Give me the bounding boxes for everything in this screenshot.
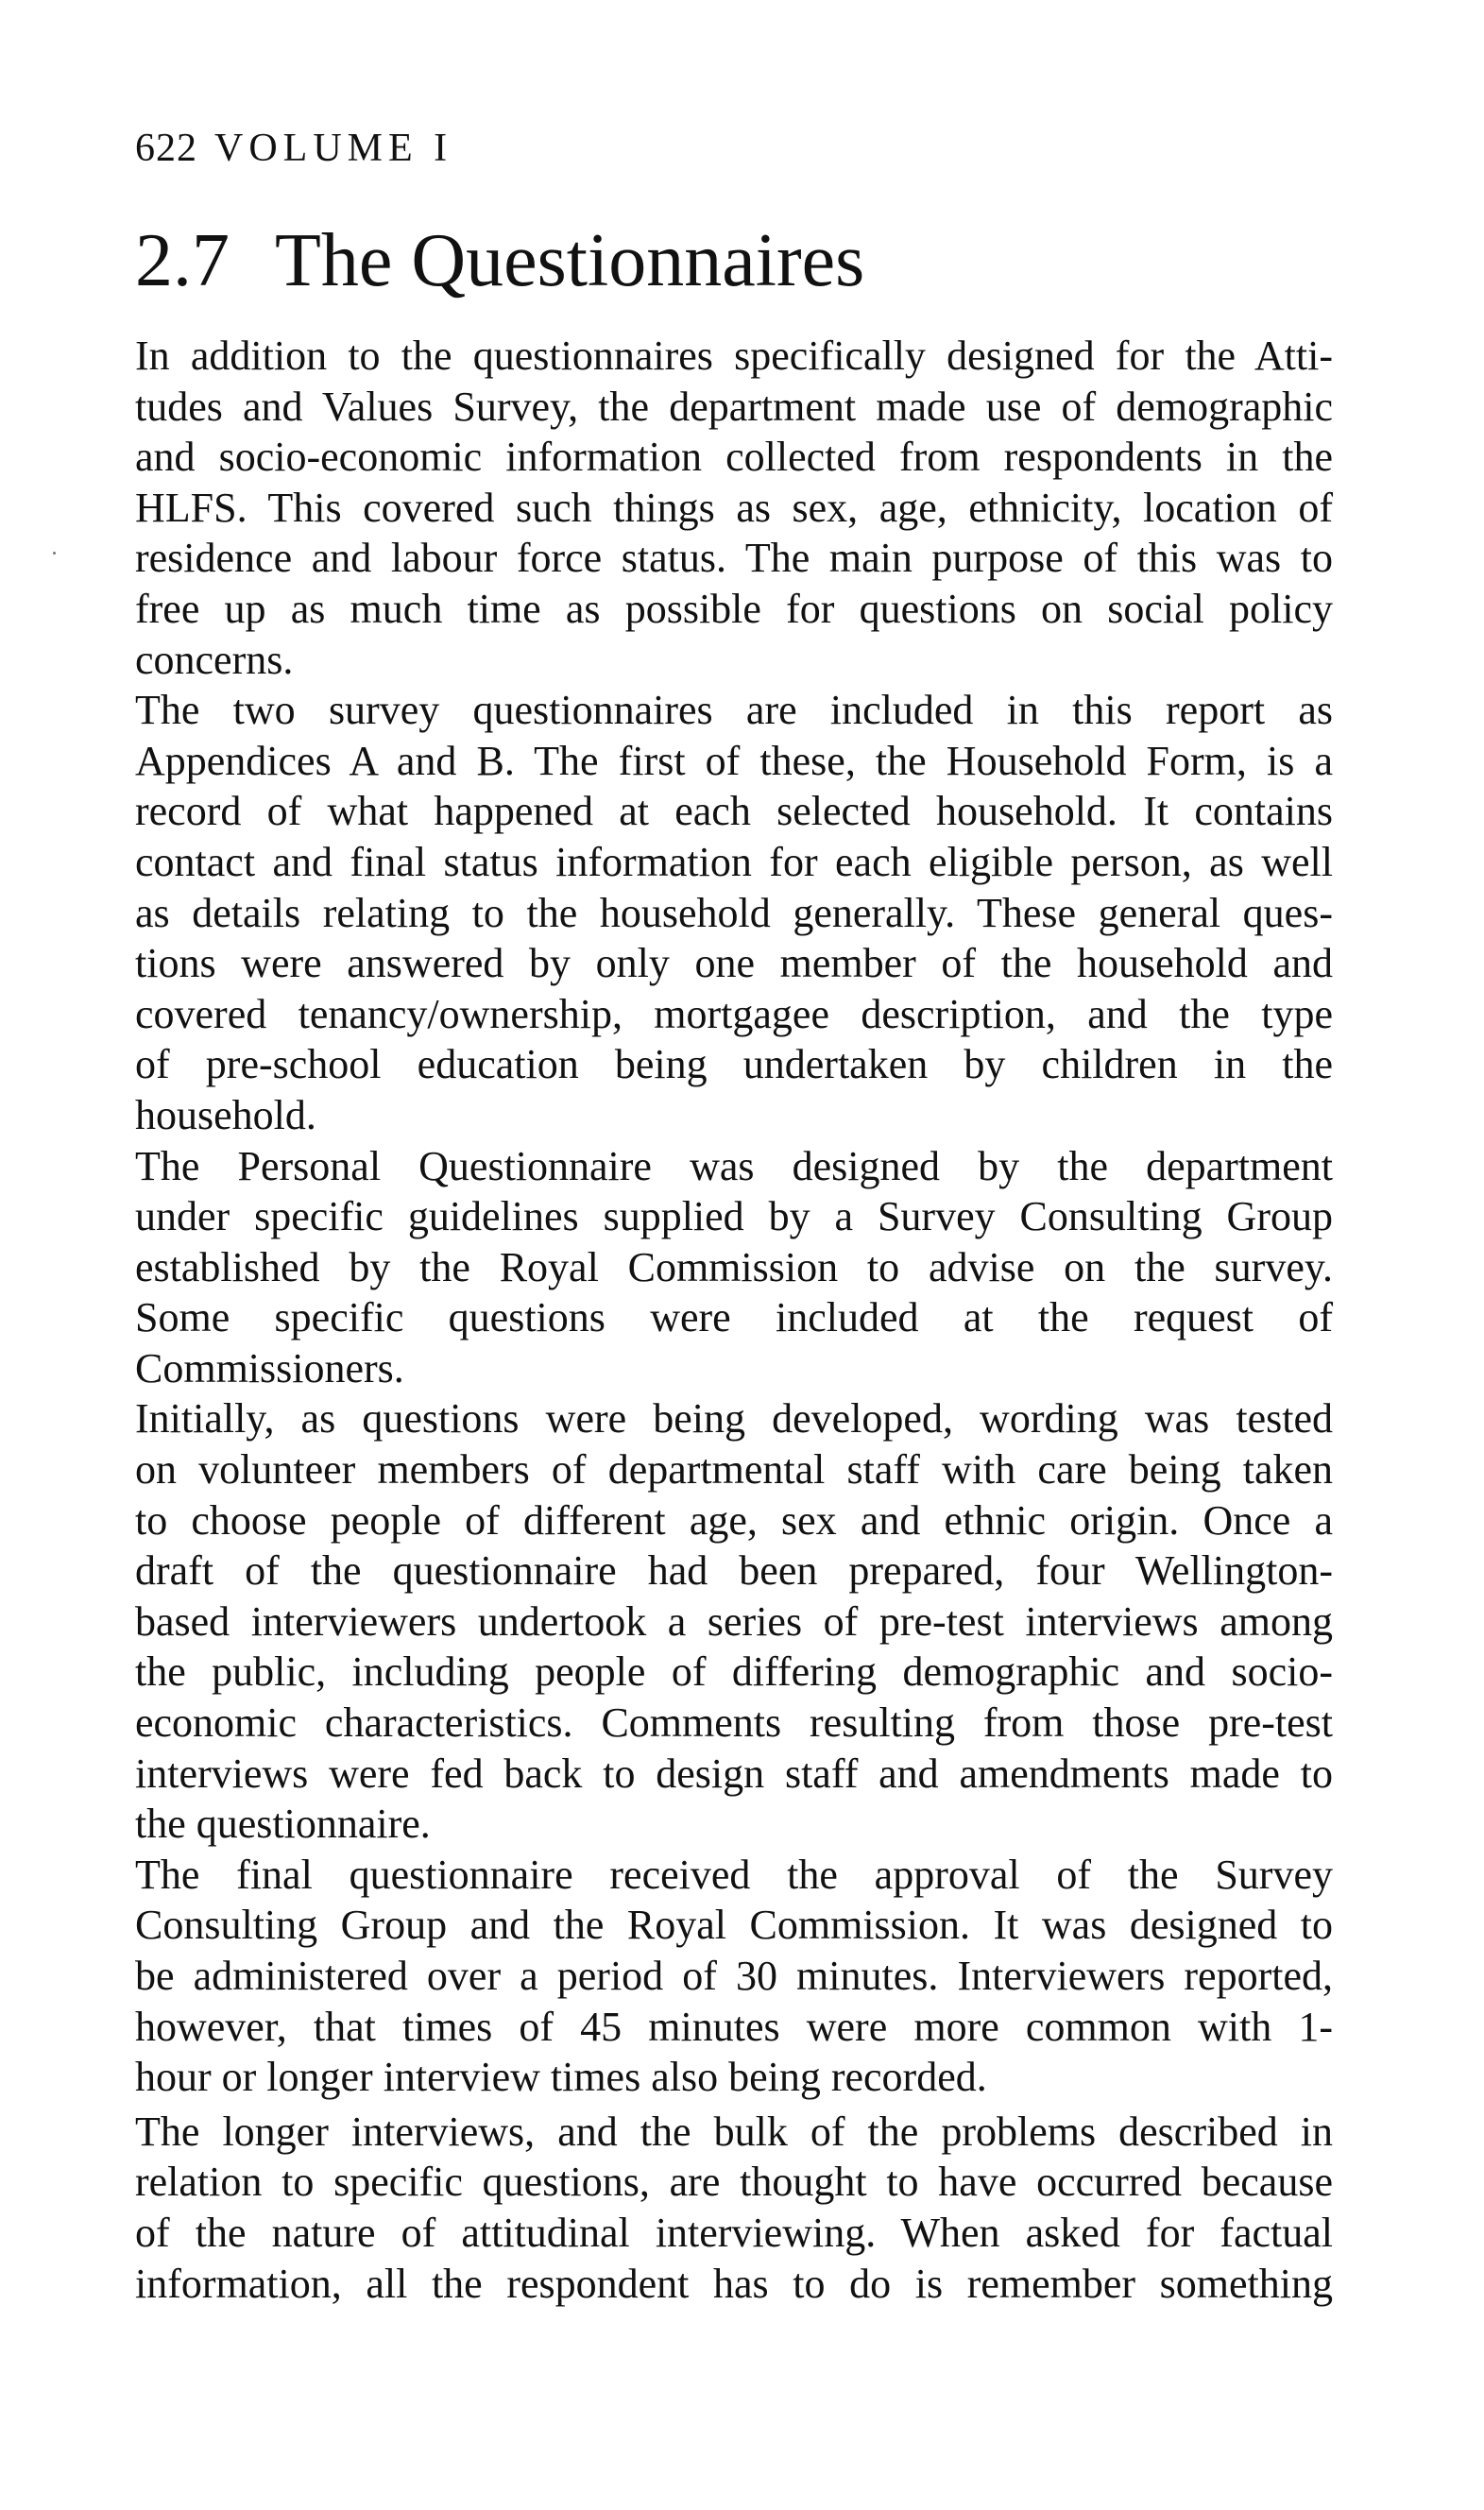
text-line: concerns. — [135, 636, 294, 683]
text-line: The Personal Questionnaire was designed by the department — [135, 1142, 1333, 1189]
page-number: 622 — [135, 127, 197, 170]
text-line: household. — [135, 1091, 316, 1138]
text-line: information, all the respondent has to do is remember something — [135, 2260, 1333, 2307]
text-line: residence and labour force status. The main purpose of this was to — [135, 535, 1333, 582]
text-line: on volunteer members of departmental staff with care being taken — [135, 1446, 1333, 1494]
text-line: to choose people of different age, sex and ethnic origin. Once a — [135, 1496, 1333, 1544]
text-line: under specific guidelines supplied by a Survey Consulting Group — [135, 1193, 1333, 1240]
text-line: the public, including people of differing demographic and socio- — [135, 1648, 1333, 1696]
text-line: as details relating to the household generally. These general ques- — [135, 889, 1333, 936]
text-line: established by the Royal Commission to advise on the survey. — [135, 1243, 1333, 1290]
text-line: Consulting Group and the Royal Commission. It was designed to — [135, 1902, 1333, 1949]
text-line: contact and final status information for each eligible person, as well — [135, 838, 1333, 885]
text-line: In addition to the questionnaires specifically designed for the Atti- — [135, 333, 1333, 379]
running-head — [135, 128, 452, 168]
text-line: The longer interviews, and the bulk of the problems described in — [135, 2108, 1333, 2155]
text-line: relation to specific questions, are thought to have occurred because — [135, 2159, 1333, 2206]
text-line: draft of the questionnaire had been prepared, four Wellington- — [135, 1547, 1333, 1595]
text-line: HLFS. This covered such things as sex, age, ethnicity, location of — [135, 484, 1333, 531]
section-number: 2.7 — [135, 219, 230, 302]
text-line: interviews were fed back to design staff and amendments made to — [135, 1750, 1333, 1797]
text-line: and socio-economic information collected from respondents in the — [135, 434, 1333, 481]
text-line: covered tenancy/ownership, mortgagee description, and the type — [135, 990, 1333, 1037]
text-line: tudes and Values Survey, the department made use of demographic — [135, 383, 1333, 430]
margin-speck — [53, 552, 56, 555]
text-line: based interviewers undertook a series of pre-test interviews among — [135, 1597, 1333, 1645]
paragraph-3 — [135, 1141, 1333, 1394]
text-line: The two survey questionnaires are included in this report as — [135, 687, 1333, 734]
volume-label: VOLUME I — [214, 127, 453, 170]
text-line: The final questionnaire received the approval of the Survey — [135, 1851, 1333, 1898]
text-line: of the nature of attitudinal interviewing. When asked for factual — [135, 2209, 1333, 2256]
text-line: Initially, as questions were being developed, wording was tested — [135, 1395, 1333, 1443]
text-line: of pre-school education being undertaken by children in the — [135, 1041, 1333, 1088]
body-text — [135, 331, 1333, 2309]
text-line: the questionnaire. — [135, 1801, 431, 1848]
text-line: Commissioners. — [135, 1344, 404, 1392]
text-line: free up as much time as possible for questions on social policy — [135, 585, 1333, 632]
text-line: tions were answered by only one member of the household and — [135, 940, 1333, 987]
text-line: be administered over a period of 30 minutes. Interviewers reported, — [135, 1953, 1333, 1999]
paragraph-2 — [135, 685, 1333, 1140]
paragraph-6 — [135, 2107, 1333, 2309]
paragraph-4 — [135, 1393, 1333, 1849]
paragraph-5 — [135, 1850, 1333, 2103]
text-line: record of what happened at each selected household. It contains — [135, 788, 1333, 835]
paragraph-1 — [135, 331, 1333, 685]
text-line: however, that times of 45 minutes were more common with 1- — [135, 2003, 1333, 2050]
section-heading — [135, 219, 865, 302]
text-line: Appendices A and B. The first of these, the Household Form, is a — [135, 737, 1333, 784]
text-line: economic characteristics. Comments resulting from those pre-test — [135, 1699, 1333, 1747]
text-line: Some specific questions were included at the request of — [135, 1294, 1333, 1341]
section-title: The Questionnaires — [275, 219, 865, 302]
text-line: hour or longer interview times also being recorded. — [135, 2054, 987, 2101]
